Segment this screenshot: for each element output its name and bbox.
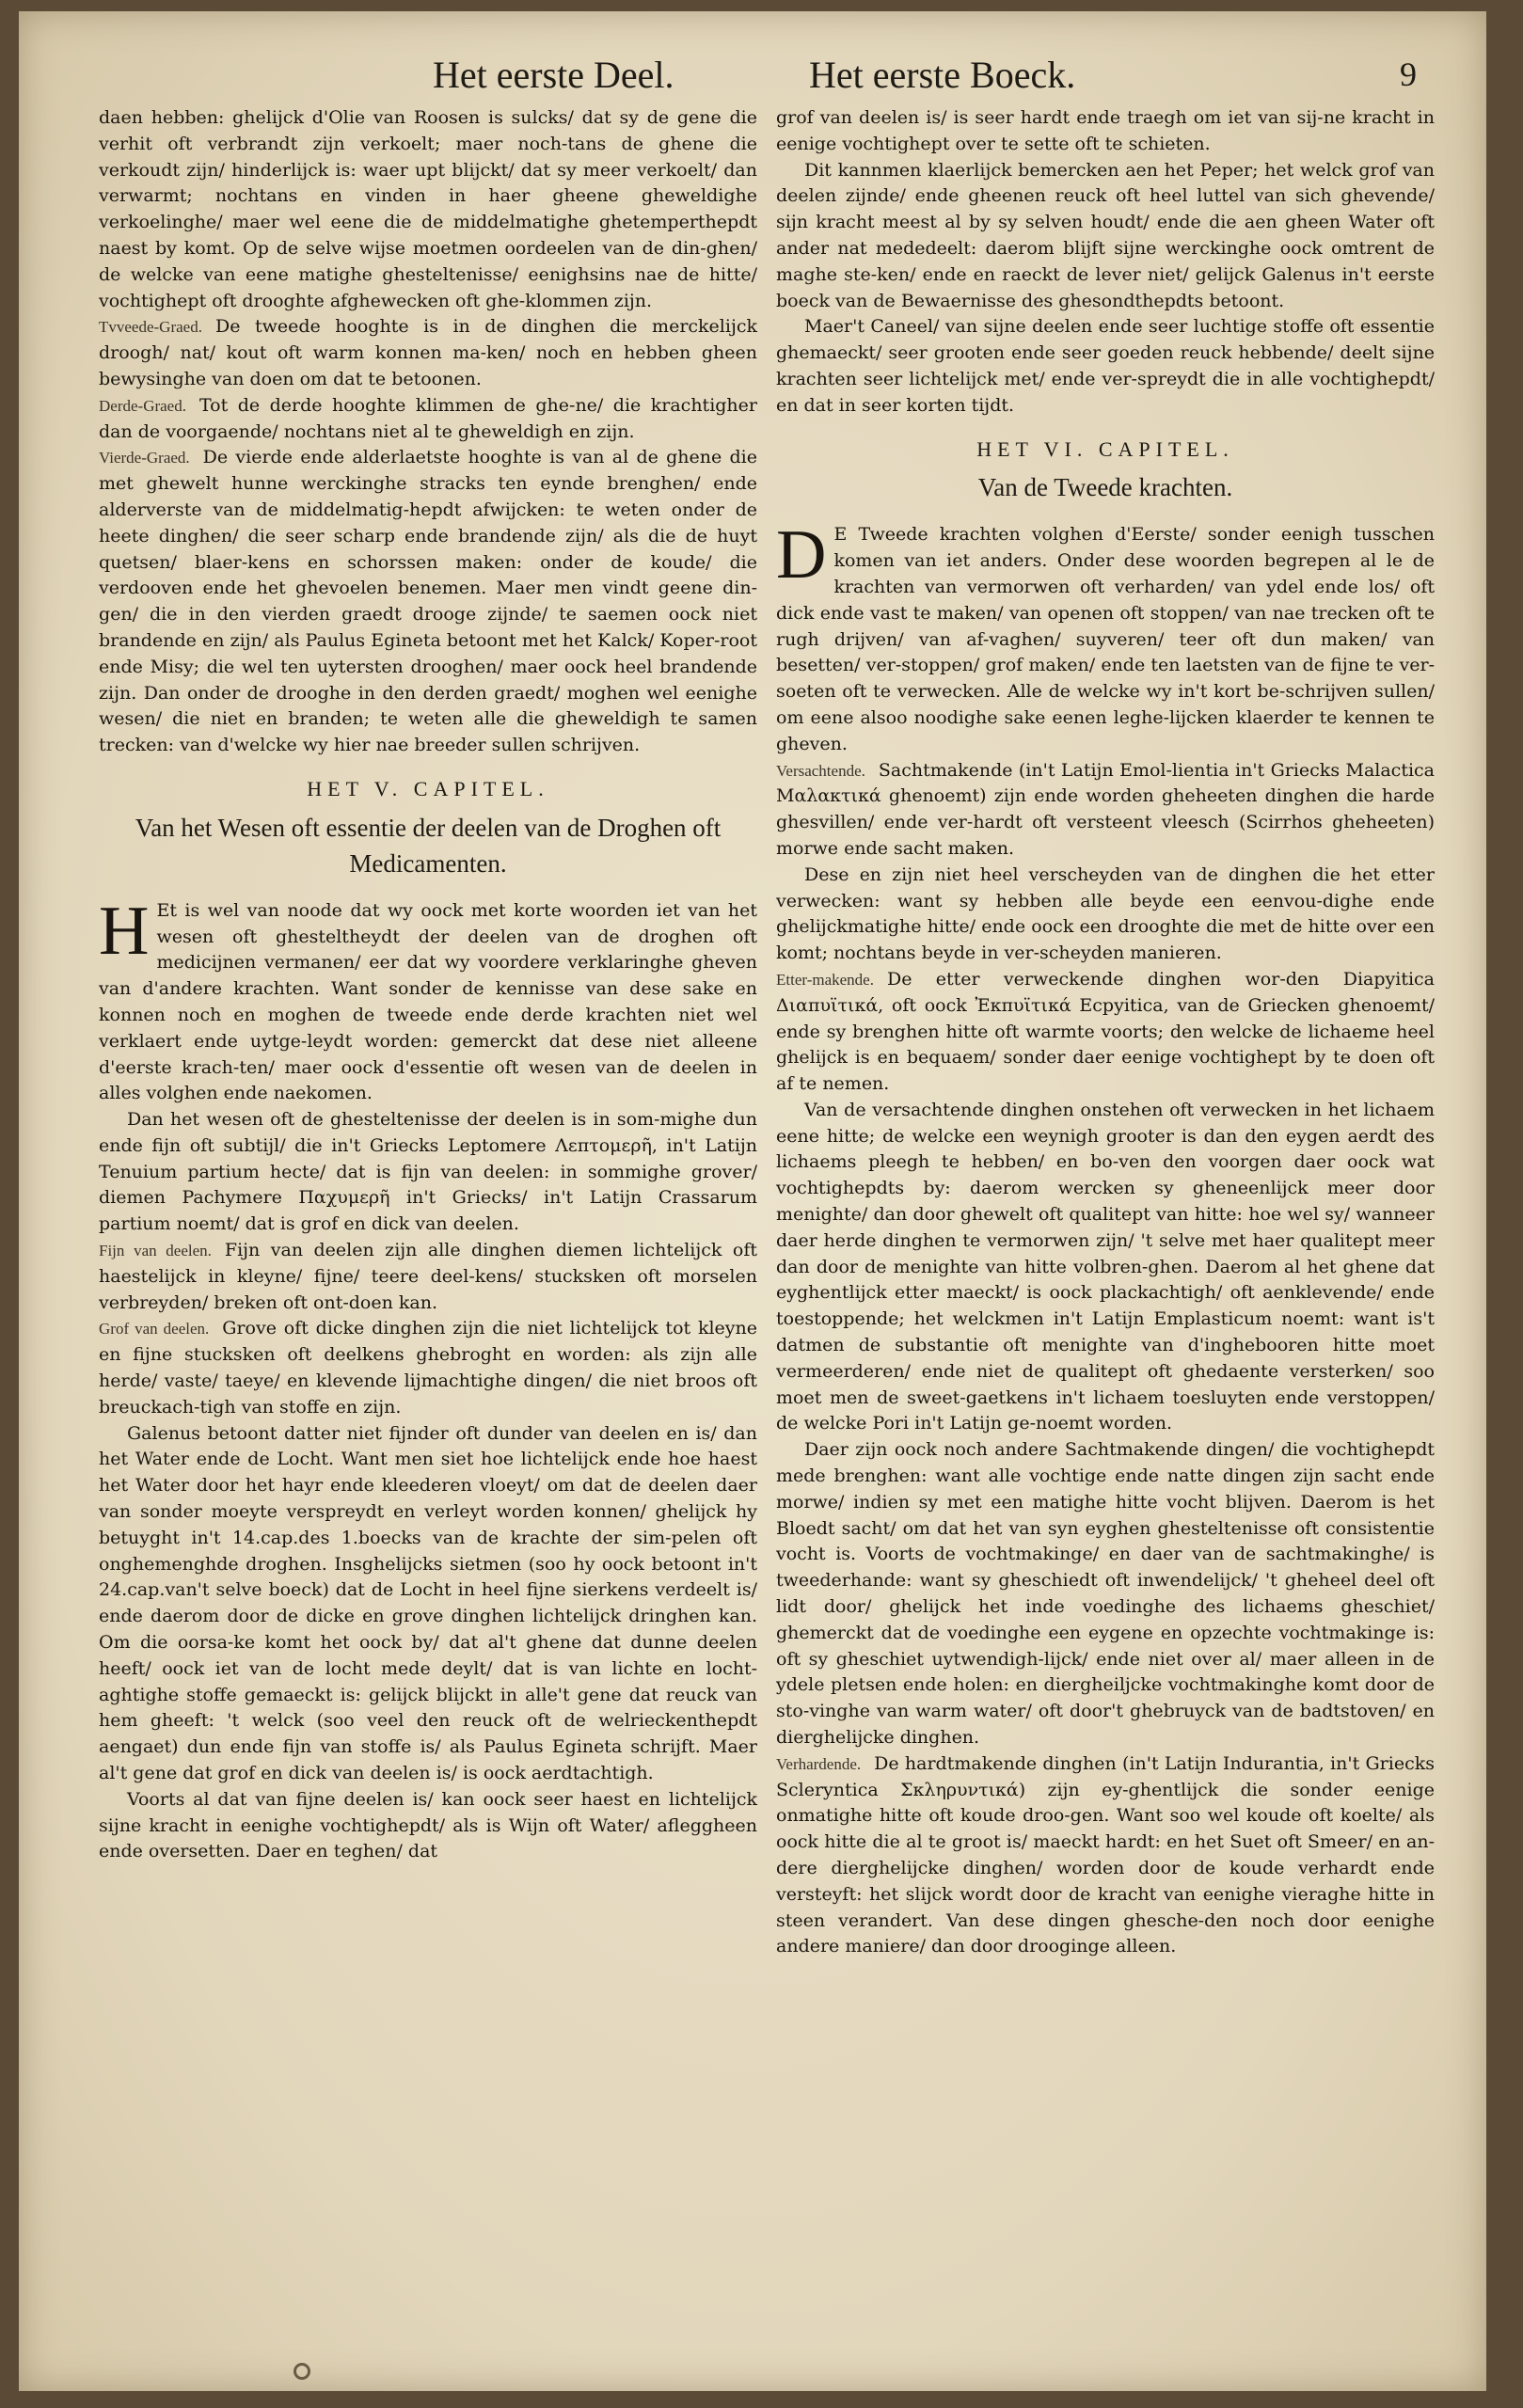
chapter-heading: HET V. CAPITEL. [307, 776, 549, 800]
paragraph: daen hebben: ghelijck d'Olie van Roosen is sulcks/ dat sy de gene die verhit oft verbrandt zijn verkoelt; maer noch-tans de ghene die verkoudt zijn/ hinderlijck is: waer upt blijckt/ dat sy meer verkoelt/ dan verwarmt; nochtans en vinden in haer gheene gheweldighe verkoelinghe/ maer wel eene die de middelmatighe ghetemperthepdt naest by komt. Op de selve wijse moetmen oordeelen van de din-ghen/ de welcke van eene matighe ghesteltenisse/ eenighsins nae de hitte/ vochtighept oft drooghte afghewecken oft ghe-klommen zijn. [99, 107, 757, 311]
marginal-note: Derde-Graed. [99, 396, 186, 415]
paragraph-text: De tweede hooghte is in de dinghen die merckelijck droogh/ nat/ kout oft warm konnen ma-ken/ noch en hebben gheen bewysinghe van doen om dat te betoonen. [99, 316, 757, 389]
paragraph: grof van deelen is/ is seer hardt ende traegh om iet van sij-ne kracht in eenige vochtighept over te sette oft te schieten. [776, 107, 1435, 154]
paragraph-fijn [99, 1238, 757, 1316]
right-column [776, 105, 1435, 1960]
chapter-heading: HET VI. CAPITEL. [976, 436, 1234, 461]
book-page [19, 11, 1486, 2391]
marginal-note: Grof van deelen. [99, 1320, 210, 1339]
marginal-note: Tvveede-Graed. [99, 318, 202, 337]
paragraph-with-dropcap [776, 516, 1435, 757]
marginal-note: Verhardende. [776, 1754, 862, 1773]
page-blemish-mark [293, 2363, 310, 2380]
paragraph-text: Sachtmakende (in't Latijn Emol-lientia in't Griecks Malactica Μαλακτικά ghenoemt) zijn ende worden gheheeten dinghen die harde ghesvillen/ ende ver-hardt oft versteent vleesch (Scirrhos gheheeten) morwe ende sacht maken. [776, 759, 1435, 859]
paragraph-grof [99, 1316, 757, 1420]
paragraph: Dit kannmen klaerlijck bemercken aen het Peper; het welck grof van deelen zijnde/ ende gheenen reuck oft heel luttel van sich ghevende/ sijn kracht meest al by sy selven houdt/ ende die aen gheen Water oft ander nat mededeelt: daerom blijft sijne werckinghe oock omtrent de maghe ste-ken/ ende en raeckt de lever niet/ gelijck Galenus in't eerste boeck van de Bewaernisse des ghesondthepdts betoont. [776, 159, 1435, 311]
paragraph-tweede-graed [99, 314, 757, 392]
marginal-note: Versachtende. [776, 761, 865, 780]
marginal-note: Fijn van deelen. [99, 1242, 212, 1260]
paragraph-versachtende [776, 758, 1435, 863]
paragraph-text: De etter verweckende dinghen wor-den Diapyitica Διαπυϊτικά, oft oock Ἐκπυϊτικά Ecpyitica, van de Griecken ghenoemt/ ende sy brenghen hitte oft warmte voorts; den welcke de lichaeme heel ghelijck is en bequaem/ sonder daer eenige vochtighept by te doen oft af te nemen. [776, 968, 1435, 1095]
paragraph-text: Et is wel van noode dat wy oock met korte woorden iet van het wesen oft ghesteltheydt der deelen van de droghen oft medicijnen vermanen/ eer dat wy voordere verklaringhe gheven van d'andere krachten. Want sonder de kennisse van dese sake en konnen noch en moghen de tweede ende derde krachten niet wel verklaert ende uytge-leydt worden: gemerckt dat dese niet alleene d'eerste krach-ten/ maer oock d'essentie oft wesen van de deelen in alles volghen ende naekomen. [99, 899, 757, 1104]
paragraph-text: Tot de derde hooghte klimmen de ghe-ne/ die krachtigher dan de voorgaende/ nochtans niet al te gheweldigh en zijn. [99, 394, 757, 442]
left-column [99, 105, 757, 1865]
marginal-note: Etter-makende. [776, 970, 874, 989]
paragraph: Maer't Caneel/ van sijne deelen ende seer luchtige stoffe oft essentie ghemaeckt/ seer grooten ende seer goeden reuck hebbende/ deelt sijne krachten seer lichtelijck met/ ende ver-spreydt die in alle vochtighepdt/ en dat in seer korten tijdt. [776, 316, 1435, 416]
paragraph: Dan het wesen oft de ghesteltenisse der deelen is in som-mighe dun ende fijn oft subtijl/ die in't Griecks Leptomere Λεπτομερῆ, in't Latijn Tenuium partium hecte/ dat is fijn van deelen: in sommighe grover/ diemen Pachymere Παχυμερῆ in't Griecks/ in't Latijn Crassarum partium noemt/ dat is grof en dick van deelen. [99, 1109, 757, 1235]
drop-cap: H [99, 892, 150, 970]
paragraph-text: Grove oft dicke dinghen zijn die niet lichtelijck tot kleyne en fijne stucksken oft deelkens ghebroght en worden: als zijn alle herde/ vaste/ taeye/ en klevende lijmachtighe dingen/ die niet broos oft breuckach-tigh van stoffe en zijn. [99, 1318, 757, 1418]
paragraph: Galenus betoont datter niet fijnder oft dunder van deelen en is/ dan het Water ende de Locht. Want men siet hoe lichtelijck ende hoe haest het Water door het hayr ende kleederen vloeyt/ om dat de deelen daer van sonder moeyte verspreydt en verleyt worden konnen/ ghelijck hy betuyght in't 14.cap.des 1.boecks van de krachte der sim-pelen oft onghemenghde droghen. Insghelijcks sietmen (soo hy oock betoont in't 24.cap.van't selve boeck) dat de Locht in heel fijne sierkens verdeelt is/ ende daerom door de dicke en grove dinghen lichtelijck dringhen kan. Om die oorsa-ke komt het oock by/ dat al't ghene dat dunne deelen heeft/ oock iet van de locht mede deylt/ dat is van lichte en locht-aghtighe stoffe gemaeckt is: gelijck blijckt in alle't gene dat reuck van hem gheeft: 't welck (soo veel den reuck oft de welrieckenthepdt aengaet) dun ende fijn van stoffe is/ als Paulus Egineta schrijft. Maer al't gene dat grof en dick van deelen is/ is oock aerdtachtigh. [99, 1422, 757, 1784]
paragraph: Dese en zijn niet heel verscheyden van de dinghen die het etter verwecken: want sy hebben alle beyde een eenvou-dighe ende ghelijckmatighe hitte/ ende oock een drooghte die met de hitte over een komt; nochtans beyde in ver-scheyden manieren. [776, 863, 1435, 964]
running-header [19, 38, 1486, 103]
header-book-title: Het eerste Boeck. [809, 54, 1076, 96]
page-number: 9 [1400, 55, 1417, 93]
paragraph-with-dropcap [99, 892, 757, 1107]
chapter-title: Van het Wesen oft essentie der deelen van de Droghen oft Medicamenten. [135, 813, 722, 878]
paragraph-text: De hardtmakende dinghen (in't Latijn Indurantia, in't Griecks Scleryntica Σκληρυντικά) zijn ey-ghentlijck die sonder eenige onmatighe hitte oft koude droo-gen. Want soo wel koude oft koelte/ als oock hitte die al te groot is/ maeckt hardt: en het Suet oft Smeer/ en an-dere dierghelijcke dinghen/ worden door de koude verhardt ende versteyft: het slijck wordt door de kracht van eenighe vieraghe hitte in steen verandert. Van dese dingen ghesche-den noch door eenighe andere maniere/ dan door drooginge alleen. [776, 1752, 1435, 1957]
paragraph-text: E Tweede krachten volghen d'Eerste/ sonder eenigh tusschen komen van iet anders. Onder dese woorden begrepen al le de krachten van vermorwen oft verharden/ van ydel ende los/ oft dick ende vast te maken/ van openen oft stoppen/ van nae trecken oft te rugh drijven/ van af-vaghen/ suyveren/ teer oft dun maken/ van besetten/ ver-stoppen/ grof maken/ ende ten laetsten van de fijne te ver-soeten oft te verwecken. Alle de welcke wy in't kort be-schrijven sullen/ om eene alsoo noodighe sake eenen leghe-lijcken klaerder te kennen te gheven. [776, 524, 1435, 754]
drop-cap: D [776, 516, 827, 594]
header-part-title: Het eerste Deel. [433, 54, 674, 96]
paragraph-vierde-graed [99, 445, 757, 759]
paragraph: Voorts al dat van fijne deelen is/ kan oock seer haest en lichtelijck sijne kracht in eenighe vochtighepdt/ als is Wijn oft Water/ afleggheen ende oversetten. Daer en teghen/ dat [99, 1788, 757, 1862]
paragraph-text: Fijn van deelen zijn alle dinghen diemen lichtelijck oft haestelijck in kleyne/ fijne/ teere deel-kens/ stucksken oft morselen verbreyden/ breken oft ont-doen kan. [99, 1240, 757, 1313]
paragraph-derde-graed [99, 393, 757, 446]
paragraph: Van de versachtende dinghen onstehen oft verwecken in het lichaem eene hitte; de welcke een weynigh grooter is dan den eygen aerdt des lichaems pleegh te hebben/ en bo-ven den voorgen daer oock wat vochtighepdts by: daerom wercken sy gheneenlijck meer door menighte/ dan door ghewelt oft qualitept van hitte: hoe wel sy/ wanneer daer herde dinghen te vermorwen zijn/ 't selve met haer qualitept meer dan door de menighte van hitte volbren-ghen. Daerom al het ghene dat eyghentlijck etter maeckt/ is oock plackachtigh/ oft aenklevende/ ende toestoppende; het welckmen in't Latijn Emplasticum noemt: want is't datmen de substantie oft menighte van d'inghebooren hitte moet vermeerderen/ ende niet de qualitept oft ghedaente versterken/ soo moet men de sweet-gaetkens in't lichaem toesluyten ende verstoppen/ de welcke Pori in't Latijn ge-noemt worden. [776, 1099, 1435, 1434]
paragraph-etter-makende [776, 967, 1435, 1098]
paragraph: Daer zijn oock noch andere Sachtmakende dingen/ die vochtighepdt mede brenghen: want alle vochtige ende natte dingen zijn sacht ende morwe/ indien sy met een matighe hitte vocht blijven. Daerom is het Bloedt sacht/ om dat het van syn eyghen ghesteltenisse oft consistentie vocht is. Voorts de vochtmakinge/ en daer van de sachtmakinghe/ is tweederhande: want sy gheschiedt oft inwendelijck/ 't gheheel deel oft lidt door/ ghelijck het inde voedinghe des lichaems gheschiet/ ghemerckt dat de voedinghe een eygene en opzechte vochtmakinge is: oft sy gheschiet uytwendigh-lijck/ ende niet over al/ maer alleen in de ydele pletsen ende holen: en diergheiljcke vochtmakinghe komt door de sto-vinghe van warm water/ oft door't ghebruyck van de badtstoven/ en dierghelijcke dinghen. [776, 1439, 1435, 1749]
marginal-note: Vierde-Graed. [99, 449, 190, 467]
paragraph-verhardende [776, 1751, 1435, 1960]
chapter-title: Van de Tweede krachten. [977, 473, 1233, 502]
paragraph-text: De vierde ende alderlaetste hooghte is van al de ghene die met ghewelt hunne werckinghe stracks ten eynde brenghen/ ende alderverste van de middelmatig-hepdt afwijcken: te weten onder de heete dinghen/ die seer scharp ende brandende zijn/ als die de huyt quetsen/ blaer-kens en schorssen maken: onder de koude/ die verdooven ende het ghevoelen benemen. Maer men vindt geene din-gen/ die in den vierden graedt drooge zijnde/ te saemen oock niet brandende en zijn/ als Paulus Egineta betoont met het Kalck/ Koper-root ende Misy; die wel ten uytersten drooghen/ maer oock heel brandende zijn. Dan onder de drooghe in den derden graedt/ moghen wel eenighe wesen/ die niet en branden; te weten alle die gheweldigh te samen trecken: van d'welcke wy hier nae breeder sullen schrijven. [99, 447, 757, 756]
